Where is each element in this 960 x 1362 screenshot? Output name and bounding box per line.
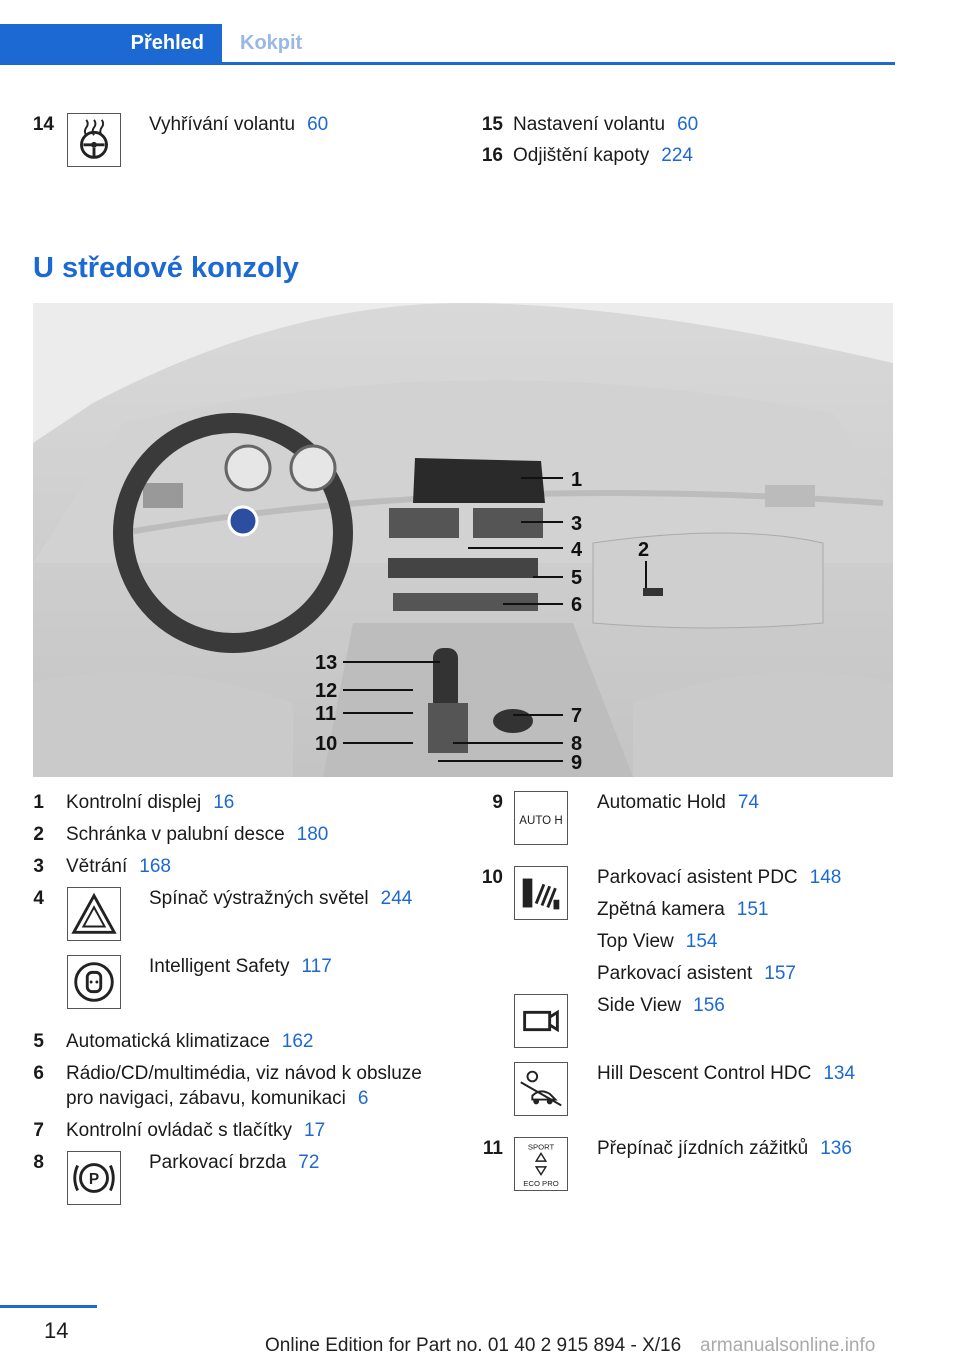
item-label	[513, 144, 693, 168]
item-number: 10	[481, 867, 503, 888]
item-text: Odjištění kapoty	[513, 145, 650, 166]
item-text: Parkovací brzda	[149, 1152, 287, 1173]
item-text: Parkovací asistent	[597, 963, 753, 984]
hazard-triangle-icon	[67, 887, 121, 941]
page-link[interactable]: 17	[304, 1120, 326, 1141]
item-label	[149, 887, 412, 911]
side-view-camera-icon	[514, 994, 568, 1048]
item-label	[149, 113, 328, 137]
item-text: Automatic Hold	[597, 792, 726, 813]
tab-prehled[interactable]: Přehled	[0, 24, 222, 62]
callout-13: 13	[315, 652, 338, 674]
callout-10: 10	[315, 733, 338, 755]
item-label	[597, 930, 717, 954]
callout-4: 4	[571, 539, 583, 561]
item-text: Hill Descent Control HDC	[597, 1063, 812, 1084]
heated-steering-wheel-icon	[67, 113, 121, 167]
item-label	[149, 955, 332, 979]
watermark: armanualsonline.info	[700, 1335, 876, 1356]
page-link[interactable]: 148	[809, 867, 842, 888]
parking-brake-icon	[67, 1151, 121, 1205]
item-label	[66, 1030, 314, 1054]
item-label	[597, 898, 769, 922]
footer-divider	[0, 1305, 97, 1308]
item-text: Top View	[597, 931, 674, 952]
item-label	[149, 1151, 319, 1175]
intelligent-safety-icon	[67, 955, 121, 1009]
item-number: 6	[33, 1063, 44, 1084]
item-text: Side View	[597, 995, 682, 1016]
item-label	[597, 1062, 855, 1086]
item-label	[66, 855, 171, 879]
page-link[interactable]: 136	[820, 1138, 852, 1159]
item-text: Vyhřívání volantu	[149, 114, 296, 135]
item-text: Kontrolní ovládač s tlačítky	[66, 1120, 292, 1141]
page-link[interactable]: 60	[307, 114, 329, 135]
callout-1: 1	[571, 469, 583, 491]
item-label	[597, 1137, 852, 1161]
page-link[interactable]: 162	[281, 1031, 314, 1052]
item-label	[66, 791, 234, 815]
item-text: Schránka v palubní desce	[66, 824, 285, 845]
section-title: U středové konzoly	[33, 252, 299, 284]
pdc-icon	[514, 866, 568, 920]
item-text: Nastavení volantu	[513, 114, 666, 135]
item-label	[597, 791, 759, 815]
item-number: 15	[481, 114, 503, 135]
page-link[interactable]: 134	[823, 1063, 856, 1084]
item-text: Spínač výstražných světel	[149, 888, 369, 909]
page-link[interactable]: 74	[737, 792, 759, 813]
item-number: 14	[32, 114, 54, 135]
svg-text:P: P	[88, 1170, 100, 1188]
callout-2: 2	[638, 539, 650, 561]
page-link[interactable]: 156	[693, 995, 725, 1016]
item-text: Větrání	[66, 856, 128, 877]
item-label	[66, 1119, 325, 1143]
page-link[interactable]: 168	[139, 856, 171, 877]
page-link[interactable]: 180	[296, 824, 329, 845]
item-number: 3	[33, 856, 44, 877]
callout-12: 12	[315, 680, 338, 702]
auto-hold-icon-text: AUTO H	[519, 814, 563, 827]
page-link[interactable]: 224	[661, 145, 693, 166]
item-label	[66, 823, 328, 847]
cockpit-photo	[33, 303, 893, 777]
page-link[interactable]: 244	[380, 888, 413, 909]
item-label	[66, 1087, 368, 1111]
item-number: 5	[33, 1031, 44, 1052]
callout-8: 8	[571, 733, 583, 755]
item-text: Parkovací asistent PDC	[597, 867, 798, 888]
page-link[interactable]: 157	[764, 963, 796, 984]
item-label	[597, 866, 841, 890]
item-number: 9	[492, 792, 503, 813]
item-text: Kontrolní displej	[66, 792, 202, 813]
page-link[interactable]: 72	[298, 1152, 320, 1173]
callout-7: 7	[571, 705, 583, 727]
page-link[interactable]: 60	[677, 114, 699, 135]
page-link[interactable]: 6	[357, 1088, 369, 1109]
item-number: 7	[33, 1120, 44, 1141]
item-text: Automatická klimatizace	[66, 1031, 270, 1052]
item-text: Rádio/CD/multimédia, viz návod k obsluze	[66, 1063, 422, 1084]
callout-9: 9	[571, 752, 583, 774]
page-link[interactable]: 151	[736, 899, 769, 920]
auto-hold-icon	[514, 791, 568, 845]
hill-descent-icon	[514, 1062, 568, 1116]
item-text: Intelligent Safety	[149, 956, 290, 977]
item-number: 8	[33, 1152, 44, 1173]
item-label	[597, 962, 796, 986]
item-text: Zpětná kamera	[597, 899, 725, 920]
item-number: 2	[33, 824, 44, 845]
page-link[interactable]: 154	[685, 931, 718, 952]
item-number: 11	[482, 1138, 503, 1159]
driving-experience-switch-icon	[514, 1137, 568, 1191]
page-number: 14	[44, 1318, 69, 1343]
page-link[interactable]: 117	[301, 956, 332, 977]
item-number: 16	[481, 145, 503, 166]
sport-text: SPORT	[527, 1142, 555, 1152]
page-link[interactable]: 16	[213, 792, 235, 813]
callout-5: 5	[571, 567, 583, 589]
callout-3: 3	[571, 513, 583, 535]
item-number: 4	[33, 888, 44, 909]
callout-6: 6	[571, 594, 583, 616]
item-label	[513, 113, 698, 137]
eco-pro-text: ECO PRO	[523, 1179, 559, 1189]
item-number: 1	[33, 792, 44, 813]
item-text: Přepínač jízdních zážitků	[597, 1138, 809, 1159]
callout-11: 11	[315, 703, 337, 725]
edition-text: Online Edition for Part no. 01 40 2 915 894 - X/16	[265, 1335, 682, 1356]
item-label	[597, 994, 725, 1018]
item-text: pro navigaci, zábavu, komunikaci	[66, 1088, 346, 1109]
tab-kokpit[interactable]: Kokpit	[240, 32, 303, 54]
header-tabs	[0, 24, 895, 65]
